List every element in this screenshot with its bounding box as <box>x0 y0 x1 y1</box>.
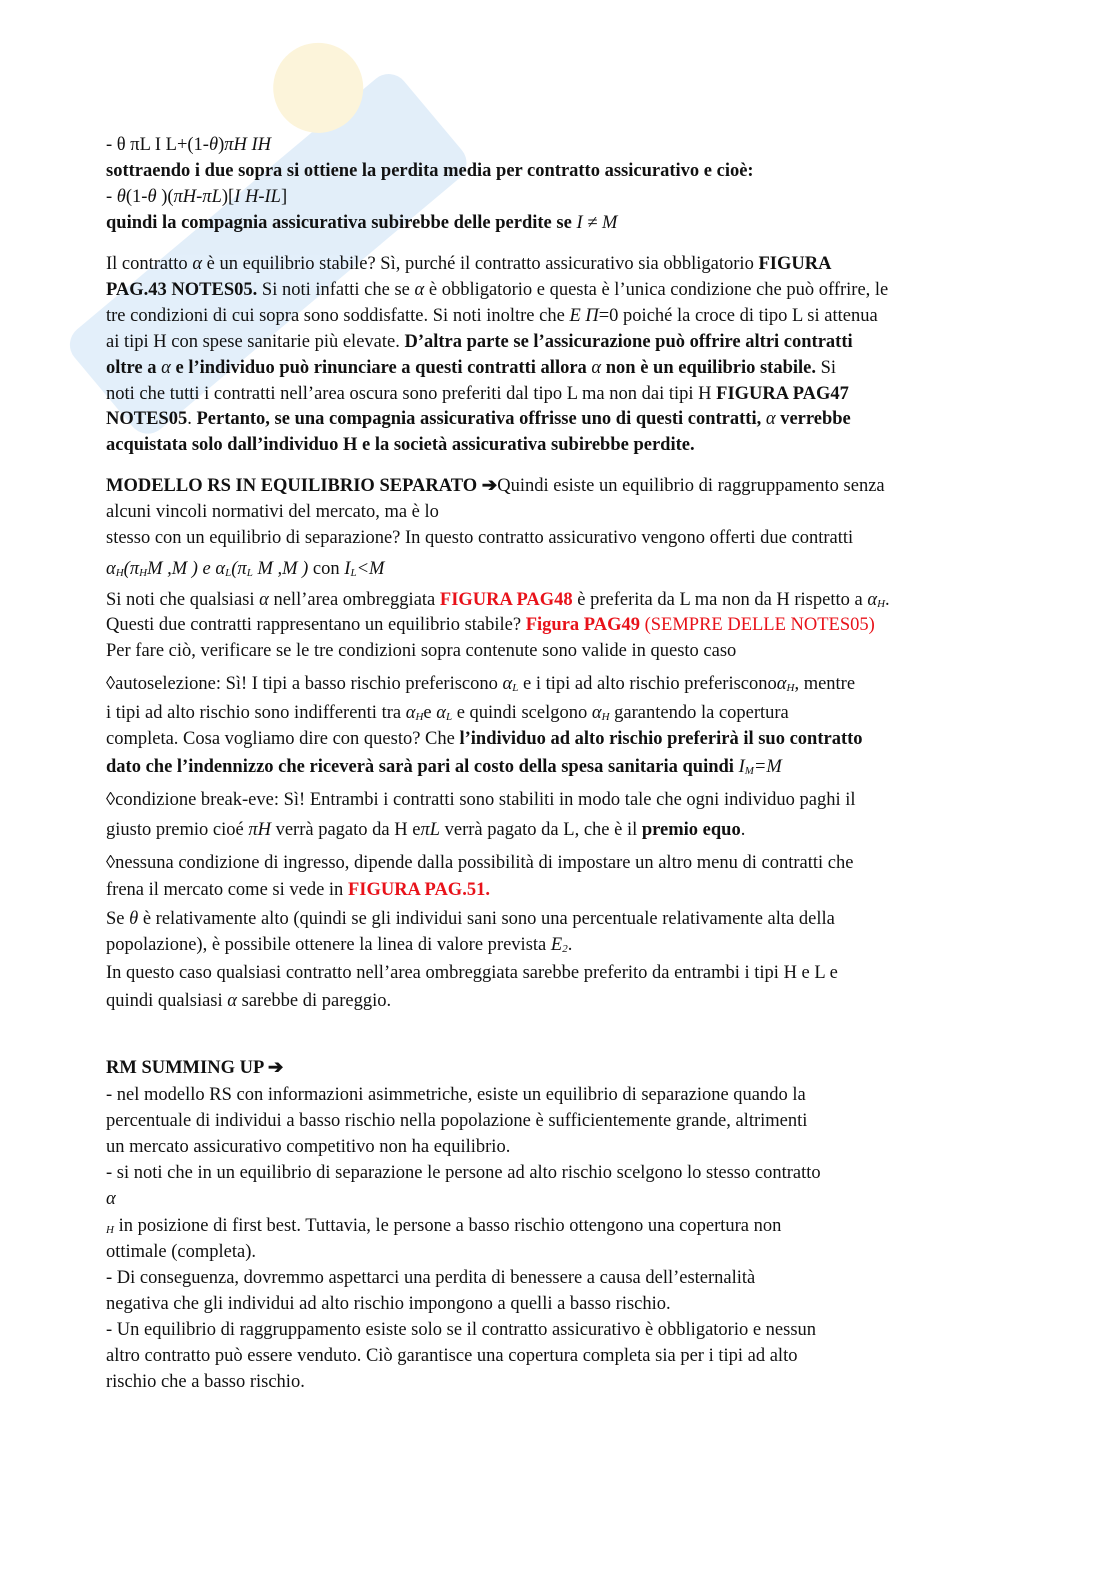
text-segment: =M <box>753 757 782 777</box>
text-line <box>106 614 875 636</box>
text-segment: altro contratto può essere venduto. Ciò garantisce una copertura completa sia per i tipi ad alto <box>106 1346 798 1366</box>
text-line <box>106 1293 671 1315</box>
text-line <box>106 1371 305 1393</box>
text-segment: verrebbe <box>775 409 851 429</box>
text-segment: - <box>106 135 117 155</box>
text-segment: α <box>591 358 602 378</box>
text-segment: . <box>567 935 573 955</box>
text-segment: α <box>227 991 237 1011</box>
text-segment: rischio che a basso rischio. <box>106 1372 305 1392</box>
text-line <box>106 331 853 353</box>
text-segment: - si noti che in un equilibrio di separazione le persone ad alto rischio scelgono lo stesso contratto <box>106 1163 821 1183</box>
text-line <box>106 756 782 782</box>
text-segment: πH-πL <box>173 187 222 207</box>
text-segment: ottimale (completa). <box>106 1242 256 1262</box>
text-segment: negativa che gli individui ad alto rischio impongono a quelli a basso rischio. <box>106 1294 671 1314</box>
text-line <box>106 1188 116 1210</box>
text-segment: non è un equilibrio stabile. <box>601 358 816 378</box>
text-segment: premio equo <box>641 820 741 840</box>
text-segment: H <box>415 711 424 723</box>
text-segment: α <box>259 590 269 610</box>
text-line <box>106 819 745 841</box>
text-segment: stesso con un equilibrio di separazione? In questo contratto assicurativo vengono offerti due contratti <box>106 528 854 548</box>
text-line <box>106 728 863 750</box>
text-line <box>106 160 754 182</box>
text-segment: noti che tutti i contratti nell’area oscura sono preferiti dal tipo L ma non dai tipi H <box>106 384 717 404</box>
text-segment: . <box>740 820 746 840</box>
text-segment: H <box>139 567 148 579</box>
text-segment: θ <box>116 187 126 207</box>
text-segment: θ πL I L <box>116 135 177 155</box>
text-segment: M ,M ) <box>252 559 309 579</box>
text-segment: H <box>786 682 795 694</box>
text-segment: L <box>225 567 232 579</box>
text-segment: ] <box>280 187 288 207</box>
text-segment: frena il mercato come si vede in <box>106 880 348 900</box>
text-segment: MODELLO RS IN EQUILIBRIO SEPARATO ➔ <box>106 476 498 496</box>
text-segment: M <box>744 765 754 777</box>
text-line <box>106 134 271 156</box>
figure-reference: FIGURA PAG.51. <box>347 880 490 900</box>
text-segment: Questi due contratti rappresentano un equilibrio stabile? <box>106 615 526 635</box>
text-line <box>106 908 835 930</box>
text-line <box>106 852 853 874</box>
text-segment: α <box>106 559 116 579</box>
text-segment: α <box>161 358 171 378</box>
text-segment: α <box>414 280 425 300</box>
text-segment: α <box>106 1189 116 1209</box>
text-line <box>106 673 855 699</box>
text-segment: ◊nessuna condizione di ingresso, dipende dalla possibilità di impostare un altro menu di contratti che <box>106 853 854 873</box>
text-segment: L <box>350 567 357 579</box>
text-segment: <M <box>356 559 385 579</box>
text-segment: α <box>591 703 602 723</box>
text-segment: H <box>106 1224 114 1236</box>
text-segment: L <box>246 567 253 579</box>
text-segment: D’altra parte se l’assicurazione può offrire altri contratti <box>404 332 853 352</box>
text-segment: dato che l’indennizzo che riceverà sarà pari al costo della spesa sanitaria quindi <box>106 757 739 777</box>
text-segment: - <box>106 187 117 207</box>
text-segment: πL <box>420 820 440 840</box>
text-segment: )( <box>156 187 174 207</box>
text-segment: alcuni vincoli normativi del mercato, ma è lo <box>106 502 439 522</box>
text-segment: θ <box>129 909 139 929</box>
text-line <box>106 1084 806 1106</box>
text-segment: H <box>601 711 610 723</box>
text-segment: FIGURA PAG47 <box>716 384 849 404</box>
text-line <box>106 1110 807 1132</box>
text-line <box>106 408 851 430</box>
text-line <box>106 279 888 301</box>
text-segment: I ≠ M <box>576 213 618 233</box>
text-line <box>106 305 878 327</box>
text-segment: garantendo la copertura <box>609 703 789 723</box>
text-segment: H <box>115 567 124 579</box>
text-segment: α <box>192 254 203 274</box>
text-segment: ( <box>123 559 130 579</box>
text-line <box>106 1057 283 1079</box>
text-segment: FIGURA <box>758 254 832 274</box>
text-line <box>106 212 617 234</box>
text-segment: Si noti infatti che se <box>257 280 415 300</box>
text-line <box>106 1136 510 1158</box>
text-line <box>106 640 736 662</box>
text-segment: tre condizioni di cui sopra sono soddisfatte. Si noti inoltre che <box>106 306 570 326</box>
text-line <box>106 879 490 901</box>
text-segment: E Π <box>569 306 599 326</box>
text-segment: E <box>550 935 563 955</box>
text-segment: Pertanto, se una compagnia assicurativa offrisse uno di questi contratti, <box>196 409 766 429</box>
text-line <box>106 527 853 549</box>
text-line <box>106 475 885 497</box>
text-segment: α <box>436 703 446 723</box>
text-segment: e l’individuo può rinunciare a questi contratti allora <box>170 358 592 378</box>
text-line <box>106 589 890 615</box>
text-line <box>106 383 849 405</box>
text-segment: sottraendo i due sopra si ottiene la perdita media per contratto assicurativo e cioè: <box>106 161 754 181</box>
text-segment: I H-IL <box>234 187 281 207</box>
text-segment: π <box>129 559 140 579</box>
figure-reference: Figura PAG49 <box>525 615 640 635</box>
text-segment: nell’area ombreggiata <box>268 590 440 610</box>
text-segment: Il contratto <box>106 254 193 274</box>
text-line <box>106 1162 821 1184</box>
text-segment: L <box>445 711 453 723</box>
text-segment: i tipi ad alto rischio sono indifferenti tra <box>106 703 406 723</box>
text-line <box>106 1241 256 1263</box>
text-segment: acquistata solo dall’individuo H e la società assicurativa subirebbe perdite. <box>106 435 695 455</box>
text-line <box>106 357 836 379</box>
text-segment: l’individuo ad alto rischio preferirà il suo contratto <box>459 729 863 749</box>
text-line <box>106 702 789 728</box>
text-segment: verrà pagato da L, che è il <box>440 820 642 840</box>
text-segment: Quindi esiste un equilibrio di raggruppamento senza <box>497 476 885 496</box>
text-segment: ) <box>218 135 225 155</box>
text-segment: α <box>502 674 513 694</box>
text-line <box>106 501 439 523</box>
text-line <box>106 186 287 208</box>
text-line <box>106 1319 816 1341</box>
text-segment: ◊condizione break-eve: Sì! Entrambi i contratti sono stabiliti in modo tale che ogni individuo paghi il <box>106 790 856 810</box>
text-segment: , mentre <box>794 674 856 694</box>
text-line <box>106 990 391 1012</box>
text-segment: è un equilibrio stabile? Sì, purché il contratto assicurativo sia obbligatorio <box>202 254 759 274</box>
text-segment: )[ <box>221 187 235 207</box>
text-segment: θ <box>208 135 219 155</box>
text-segment: α <box>405 703 416 723</box>
text-segment: PAG.43 NOTES05. <box>106 280 258 300</box>
text-segment: πH IH <box>224 135 272 155</box>
text-segment: . <box>187 409 197 429</box>
text-segment: L <box>512 682 519 694</box>
text-segment: - Un equilibrio di raggruppamento esiste solo se il contratto assicurativo è obbligatorio e nessun <box>106 1320 817 1340</box>
text-segment: è preferita da L ma non da H rispetto a <box>572 590 868 610</box>
text-line <box>106 434 695 456</box>
figure-reference: FIGURA PAG48 <box>439 590 573 610</box>
text-segment: I <box>344 559 351 579</box>
text-segment: πH <box>248 820 271 840</box>
text-segment: (1- <box>125 187 148 207</box>
text-line <box>106 1267 755 1289</box>
text-segment: ◊autoselezione: Sì! I tipi a basso rischio preferiscono <box>106 674 503 694</box>
text-segment: verrà pagato da H e <box>270 820 421 840</box>
text-segment: NOTES05 <box>106 409 188 429</box>
text-segment: quindi la compagnia assicurativa subirebbe delle perdite se <box>106 213 577 233</box>
text-segment: quindi qualsiasi <box>106 991 228 1011</box>
text-segment: e i tipi ad alto rischio preferiscono <box>518 674 777 694</box>
text-segment: α <box>765 409 776 429</box>
text-segment: completa. Cosa vogliamo dire con questo? Che <box>106 729 460 749</box>
text-line <box>106 934 572 960</box>
text-segment: Si noti che qualsiasi <box>106 590 260 610</box>
text-segment: π <box>237 559 247 579</box>
text-segment: è relativamente alto (quindi se gli individui sani sono una percentuale relativamente alta della <box>138 909 835 929</box>
text-segment: ( <box>231 559 238 579</box>
text-segment: e quindi scelgono <box>452 703 592 723</box>
text-segment: ai tipi H con spese sanitarie più elevate. <box>106 332 405 352</box>
text-segment: - Di conseguenza, dovremmo aspettarci una perdita di benessere a causa dell’esternalità <box>106 1268 756 1288</box>
text-segment: e <box>423 703 437 723</box>
text-line <box>106 1345 797 1367</box>
text-segment: RM SUMMING UP ➔ <box>106 1058 284 1078</box>
text-line <box>106 253 831 275</box>
figure-reference: (SEMPRE DELLE NOTES05) <box>639 615 875 635</box>
text-segment: è obbligatorio e questa è l’unica condizione che può offrire, le <box>424 280 889 300</box>
text-segment: . <box>885 590 890 610</box>
text-line <box>106 1215 781 1241</box>
text-segment: +(1- <box>176 135 209 155</box>
text-segment: Per fare ciò, verificare se le tre condizioni sopra contenute sono valide in questo caso <box>106 641 737 661</box>
text-segment: I <box>738 757 745 777</box>
text-segment: percentuale di individui a basso rischio nella popolazione è sufficientemente grande, altrimenti <box>106 1111 808 1131</box>
text-segment: =0 poiché la croce di tipo L si attenua <box>598 306 878 326</box>
text-segment: H <box>877 598 886 610</box>
text-segment: θ <box>147 187 157 207</box>
text-segment: sarebbe di pareggio. <box>237 991 392 1011</box>
text-line <box>106 558 384 584</box>
text-segment: oltre a <box>106 358 162 378</box>
text-segment: α <box>776 674 787 694</box>
text-segment: in posizione di first best. Tuttavia, le persone a basso rischio ottengono una copertura non <box>113 1216 782 1236</box>
text-segment: con <box>308 559 345 579</box>
text-segment: α <box>867 590 878 610</box>
text-segment: popolazione), è possibile ottenere la linea di valore prevista <box>106 935 551 955</box>
text-segment: Se <box>106 909 130 929</box>
text-segment: Si <box>816 358 837 378</box>
text-segment: un mercato assicurativo competitivo non ha equilibrio. <box>106 1137 511 1157</box>
text-segment: - nel modello RS con informazioni asimmetriche, esiste un equilibrio di separazione quando la <box>106 1085 806 1105</box>
text-segment: 2 <box>562 943 568 955</box>
text-line <box>106 789 856 811</box>
text-line <box>106 962 838 984</box>
text-segment: M ,M ) e α <box>147 559 226 579</box>
text-segment: In questo caso qualsiasi contratto nell’area ombreggiata sarebbe preferito da entrambi i tipi H e L e <box>106 963 838 983</box>
text-segment: giusto premio cioé <box>106 820 249 840</box>
